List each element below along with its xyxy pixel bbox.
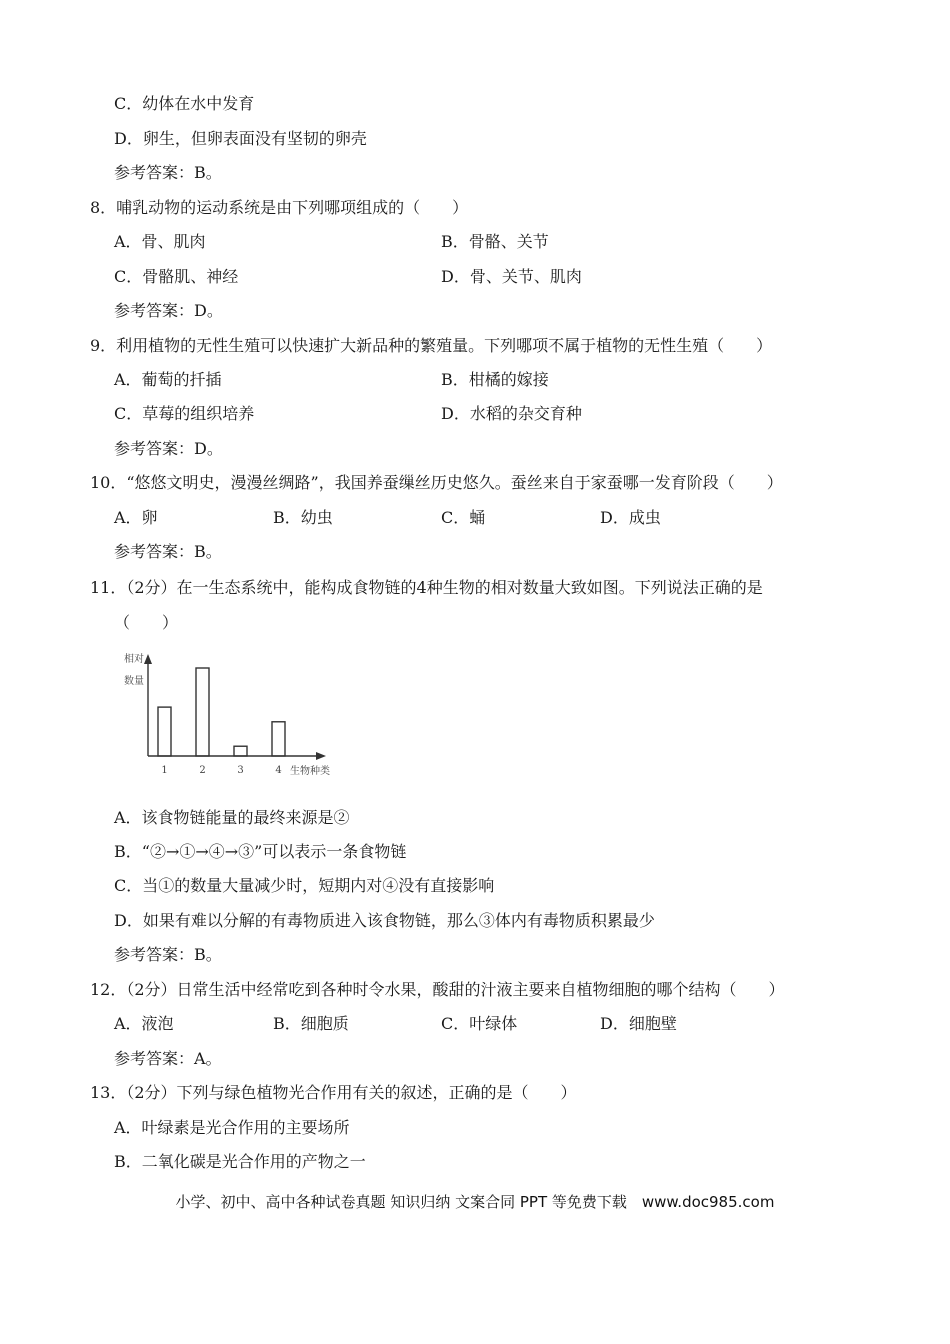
q7-answer: 参考答案：B。 — [114, 163, 222, 182]
q10-answer: 参考答案：B。 — [114, 542, 222, 561]
bar-chart — [118, 648, 348, 783]
q7-option-d: D．卵生，但卵表面没有坚韧的卵壳 — [114, 129, 367, 148]
q9-option-a: A．葡萄的扦插 — [114, 370, 222, 389]
q8-option-c: C．骨骼肌、神经 — [114, 267, 239, 286]
page-footer: 小学、初中、高中各种试卷真题 知识归纳 文案合同 PPT 等免费下载 www.doc985.com — [175, 1193, 775, 1211]
q12-option-d: D．细胞壁 — [600, 1014, 677, 1033]
q11-stem: 11．（2分）在一生态系统中，能构成食物链的4种生物的相对数量大致如图。下列说法正确的是 — [90, 578, 763, 597]
bar-4 — [272, 722, 285, 756]
tick-label-1: 1 — [161, 765, 168, 776]
q8-option-a: A．骨、肌肉 — [114, 232, 206, 251]
q11-answer: 参考答案：B。 — [114, 945, 222, 964]
x-axis-label: 生物种类 — [290, 766, 330, 777]
bar-1 — [158, 707, 171, 756]
q12-stem: 12．（2分）日常生活中经常吃到各种时令水果，酸甜的汁液主要来自植物细胞的哪个结构（ ） — [90, 980, 785, 999]
q10-option-a: A．卵 — [114, 508, 158, 527]
tick-labels-group — [161, 765, 281, 776]
q9-option-c: C．草莓的组织培养 — [114, 404, 255, 423]
q9-option-d: D．水稻的杂交育种 — [441, 404, 582, 423]
bars-group — [158, 668, 285, 756]
q13-stem: 13．（2分）下列与绿色植物光合作用有关的叙述，正确的是（ ） — [90, 1083, 577, 1102]
q10-option-d: D．成虫 — [600, 508, 661, 527]
q11-option-c: C．当①的数量大量减少时，短期内对④没有直接影响 — [114, 876, 495, 895]
y-axis-label — [124, 652, 144, 687]
q13-option-a: A．叶绿素是光合作用的主要场所 — [114, 1118, 350, 1137]
bar-2 — [196, 668, 209, 756]
q9-option-b: B．柑橘的嫁接 — [441, 370, 549, 389]
q9-answer: 参考答案：D。 — [114, 439, 223, 458]
q9-stem: 9．利用植物的无性生殖可以快速扩大新品种的繁殖量。下列哪项不属于植物的无性生殖（ ） — [90, 336, 773, 355]
q13-option-b: B．二氧化碳是光合作用的产物之一 — [114, 1152, 366, 1171]
y-label-part-2: 数量 — [124, 676, 144, 687]
q8-option-d: D．骨、关节、肌肉 — [441, 267, 582, 286]
q11-option-b: B．“②→①→④→③”可以表示一条食物链 — [114, 842, 407, 861]
y-axis-arrow — [144, 654, 152, 664]
q11-option-a: A．该食物链能量的最终来源是② — [114, 808, 350, 827]
x-axis-arrow — [316, 752, 326, 760]
tick-label-4: 4 — [275, 765, 282, 776]
q11-stem-parentheses: （ ） — [114, 613, 179, 632]
y-label-part-1: 相对 — [124, 654, 144, 665]
q12-option-b: B．细胞质 — [273, 1014, 349, 1033]
q10-option-c: C．蛹 — [441, 508, 486, 527]
tick-label-3: 3 — [237, 765, 244, 776]
bar-3 — [234, 746, 247, 756]
q7-option-c: C．幼体在水中发育 — [114, 94, 255, 113]
q8-answer: 参考答案：D。 — [114, 301, 223, 320]
q8-option-b: B．骨骼、关节 — [441, 232, 549, 251]
q11-option-d: D．如果有难以分解的有毒物质进入该食物链，那么③体内有毒物质积累最少 — [114, 911, 655, 930]
tick-label-2: 2 — [199, 765, 206, 776]
q10-option-b: B．幼虫 — [273, 508, 333, 527]
q12-option-a: A．液泡 — [114, 1014, 174, 1033]
q10-stem: 10．“悠悠文明史，漫漫丝绸路”，我国养蚕缫丝历史悠久。蚕丝来自于家蚕哪一发育阶段（ ） — [90, 473, 783, 492]
q8-stem: 8．哺乳动物的运动系统是由下列哪项组成的（ ） — [90, 198, 469, 217]
q12-answer: 参考答案：A。 — [114, 1049, 222, 1068]
q12-option-c: C．叶绿体 — [441, 1014, 518, 1033]
